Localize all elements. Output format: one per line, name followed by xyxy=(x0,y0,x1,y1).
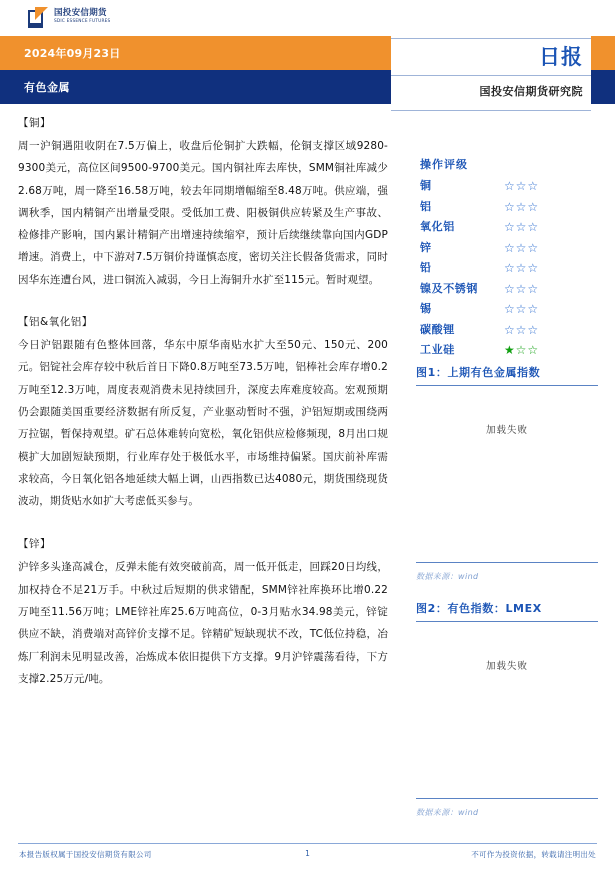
figure-1 xyxy=(416,364,598,582)
figure-title: 图1：上期有色金属指数 xyxy=(416,366,541,379)
section-zinc xyxy=(18,533,388,690)
rating-label: 工业硅 xyxy=(420,343,455,356)
rating-row-nickel-stainless xyxy=(420,279,595,300)
section-body: 沪锌多头逢高减仓，反弹未能有效突破前高，周一低开低走，回踩20日均线，加权持仓不足21万手。中秋过后短期的供求错配，SMM锌社库换环比增0.22万吨至11.56万吨；LME锌社库25.6万吨高位，0-3月贴水34.98美元，锌锭供应不缺，消费端对高锌价支撑不足。锌精矿短缺现状不改，TC低位持稳，冶炼厂利润未见明显改善，冶炼成本依旧提供下方支撑。9月沪锌震荡看待，下方支撑2.25万元/吨。 xyxy=(18,561,388,685)
rating-label: 铅 xyxy=(420,261,432,274)
figure-placeholder xyxy=(416,621,598,799)
rating-stars: ★☆☆ xyxy=(504,343,539,357)
copyright-notice: 本报告版权属于国投安信期货有限公司 xyxy=(19,850,152,859)
rating-row-alumina xyxy=(420,217,595,238)
figure-load-status: 加载失败 xyxy=(485,661,528,672)
rating-row-lithium-carbonate xyxy=(420,320,595,341)
report-type: 日报 xyxy=(539,45,583,69)
company-logo xyxy=(28,7,109,28)
rating-row-aluminum xyxy=(420,197,595,218)
logo-name-cn: 国投安信期货 xyxy=(54,8,107,18)
rating-row-zinc xyxy=(420,238,595,259)
panel-divider-bottom xyxy=(391,110,591,111)
rating-label: 镍及不锈钢 xyxy=(420,281,478,295)
article-column xyxy=(18,112,388,710)
rating-stars: ☆☆☆ xyxy=(504,220,539,234)
rating-label: 碳酸锂 xyxy=(420,322,455,336)
rating-stars: ☆☆☆ xyxy=(504,302,539,316)
header-banner xyxy=(0,36,615,104)
figure-title: 图2：有色指数：LMEX xyxy=(416,602,542,615)
report-date: 2024年09月23日 xyxy=(24,47,121,60)
rating-label: 铜 xyxy=(420,179,432,192)
rating-stars: ☆☆☆ xyxy=(504,179,539,193)
logo-wordmark xyxy=(54,7,109,24)
ratings-table xyxy=(420,154,595,361)
panel-divider-middle xyxy=(391,75,591,76)
rating-row-tin xyxy=(420,299,595,320)
section-copper xyxy=(18,112,388,291)
rating-label: 铝 xyxy=(420,199,432,213)
institute-name: 国投安信期货研究院 xyxy=(479,85,583,98)
section-aluminum-alumina xyxy=(18,311,388,512)
figure-source: 数据来源：wind xyxy=(416,572,479,581)
report-topic: 有色金属 xyxy=(24,81,70,94)
page-number: 1 xyxy=(305,849,310,858)
rating-stars: ☆☆☆ xyxy=(504,199,539,214)
logo-name-en: SDIC ESSENCE FUTURES xyxy=(54,18,111,23)
figure-2 xyxy=(416,600,598,818)
rating-stars: ☆☆☆ xyxy=(504,281,539,296)
ratings-title: 操作评级 xyxy=(420,158,468,171)
rating-stars: ☆☆☆ xyxy=(504,261,539,275)
figure-load-status: 加载失败 xyxy=(485,425,528,436)
sdic-logo-icon xyxy=(28,7,49,28)
section-heading: 【铝&氧化铝】 xyxy=(18,316,93,329)
rating-label: 氧化铝 xyxy=(420,220,455,233)
rating-stars: ☆☆☆ xyxy=(504,240,539,255)
section-heading: 【锌】 xyxy=(18,538,51,551)
rating-label: 锡 xyxy=(420,302,432,315)
page-content xyxy=(0,112,615,832)
rating-row-copper xyxy=(420,176,595,197)
header-right-panel xyxy=(391,36,591,112)
figure-placeholder xyxy=(416,385,598,563)
section-body: 周一沪铜遇阻收阴在7.5万偏上，收盘后伦铜扩大跌幅，伦铜支撑区域9280-9300美元，高位区间9500-9700美元。国内铜社库去库快，SMM铜社库减少2.68万吨，周一降至16.58万吨，较去年同期增幅缩至8.48万吨。供应端，强调秋季，国内精铜产出增量受限。受低加工费、阳极铜供应转紧及生产事故、检修排产影响，国内累计精铜产出增速持续缩窄，预计后续继续靠向国内GDP增速。消费上，中下游对7.5万铜价持谨慎态度，密切关注长假备货需求，同时因华东连遭台风，进口铜流入减弱，今日上海铜升水扩至115元。暂时观望。 xyxy=(18,140,388,286)
rating-row-industrial-silicon xyxy=(420,340,595,361)
section-body: 今日沪铝跟随有色整体回落，华东中原华南贴水扩大至50元、150元、200元。铝锭社会库存较中秋后首日下降0.8万吨至73.5万吨，铝棒社会库存增0.2万吨至12.3万吨，周度表观消费未见持续回升，深度去库难度较高。宏观预期仍会跟随美国重要经济数据有所反复，产业驱动暂时不强，沪铝短期或围绕两万拉锯，暂保持观望。矿石总体难转向宽松，氧化铝供应检修频现，8月出口规模扩大加剧短缺预期，行业库存处于极低水平，市场维持偏紧。国庆前补库需求较高，今日氧化铝各地延续大幅上调，山西指数已达4080元，期货围绕现货波动，期货贴水如扩大考虑低买参与。 xyxy=(18,339,388,508)
disclaimer-notice: 不可作为投资依据，转载请注明出处 xyxy=(471,850,596,859)
footer-divider xyxy=(18,843,597,844)
rating-label: 锌 xyxy=(420,240,432,254)
rating-row-lead xyxy=(420,258,595,279)
section-heading: 【铜】 xyxy=(18,117,51,129)
rating-stars: ☆☆☆ xyxy=(504,322,539,337)
panel-divider-top xyxy=(391,38,591,39)
logo-area xyxy=(0,0,615,36)
figure-source: 数据来源：wind xyxy=(416,808,479,817)
